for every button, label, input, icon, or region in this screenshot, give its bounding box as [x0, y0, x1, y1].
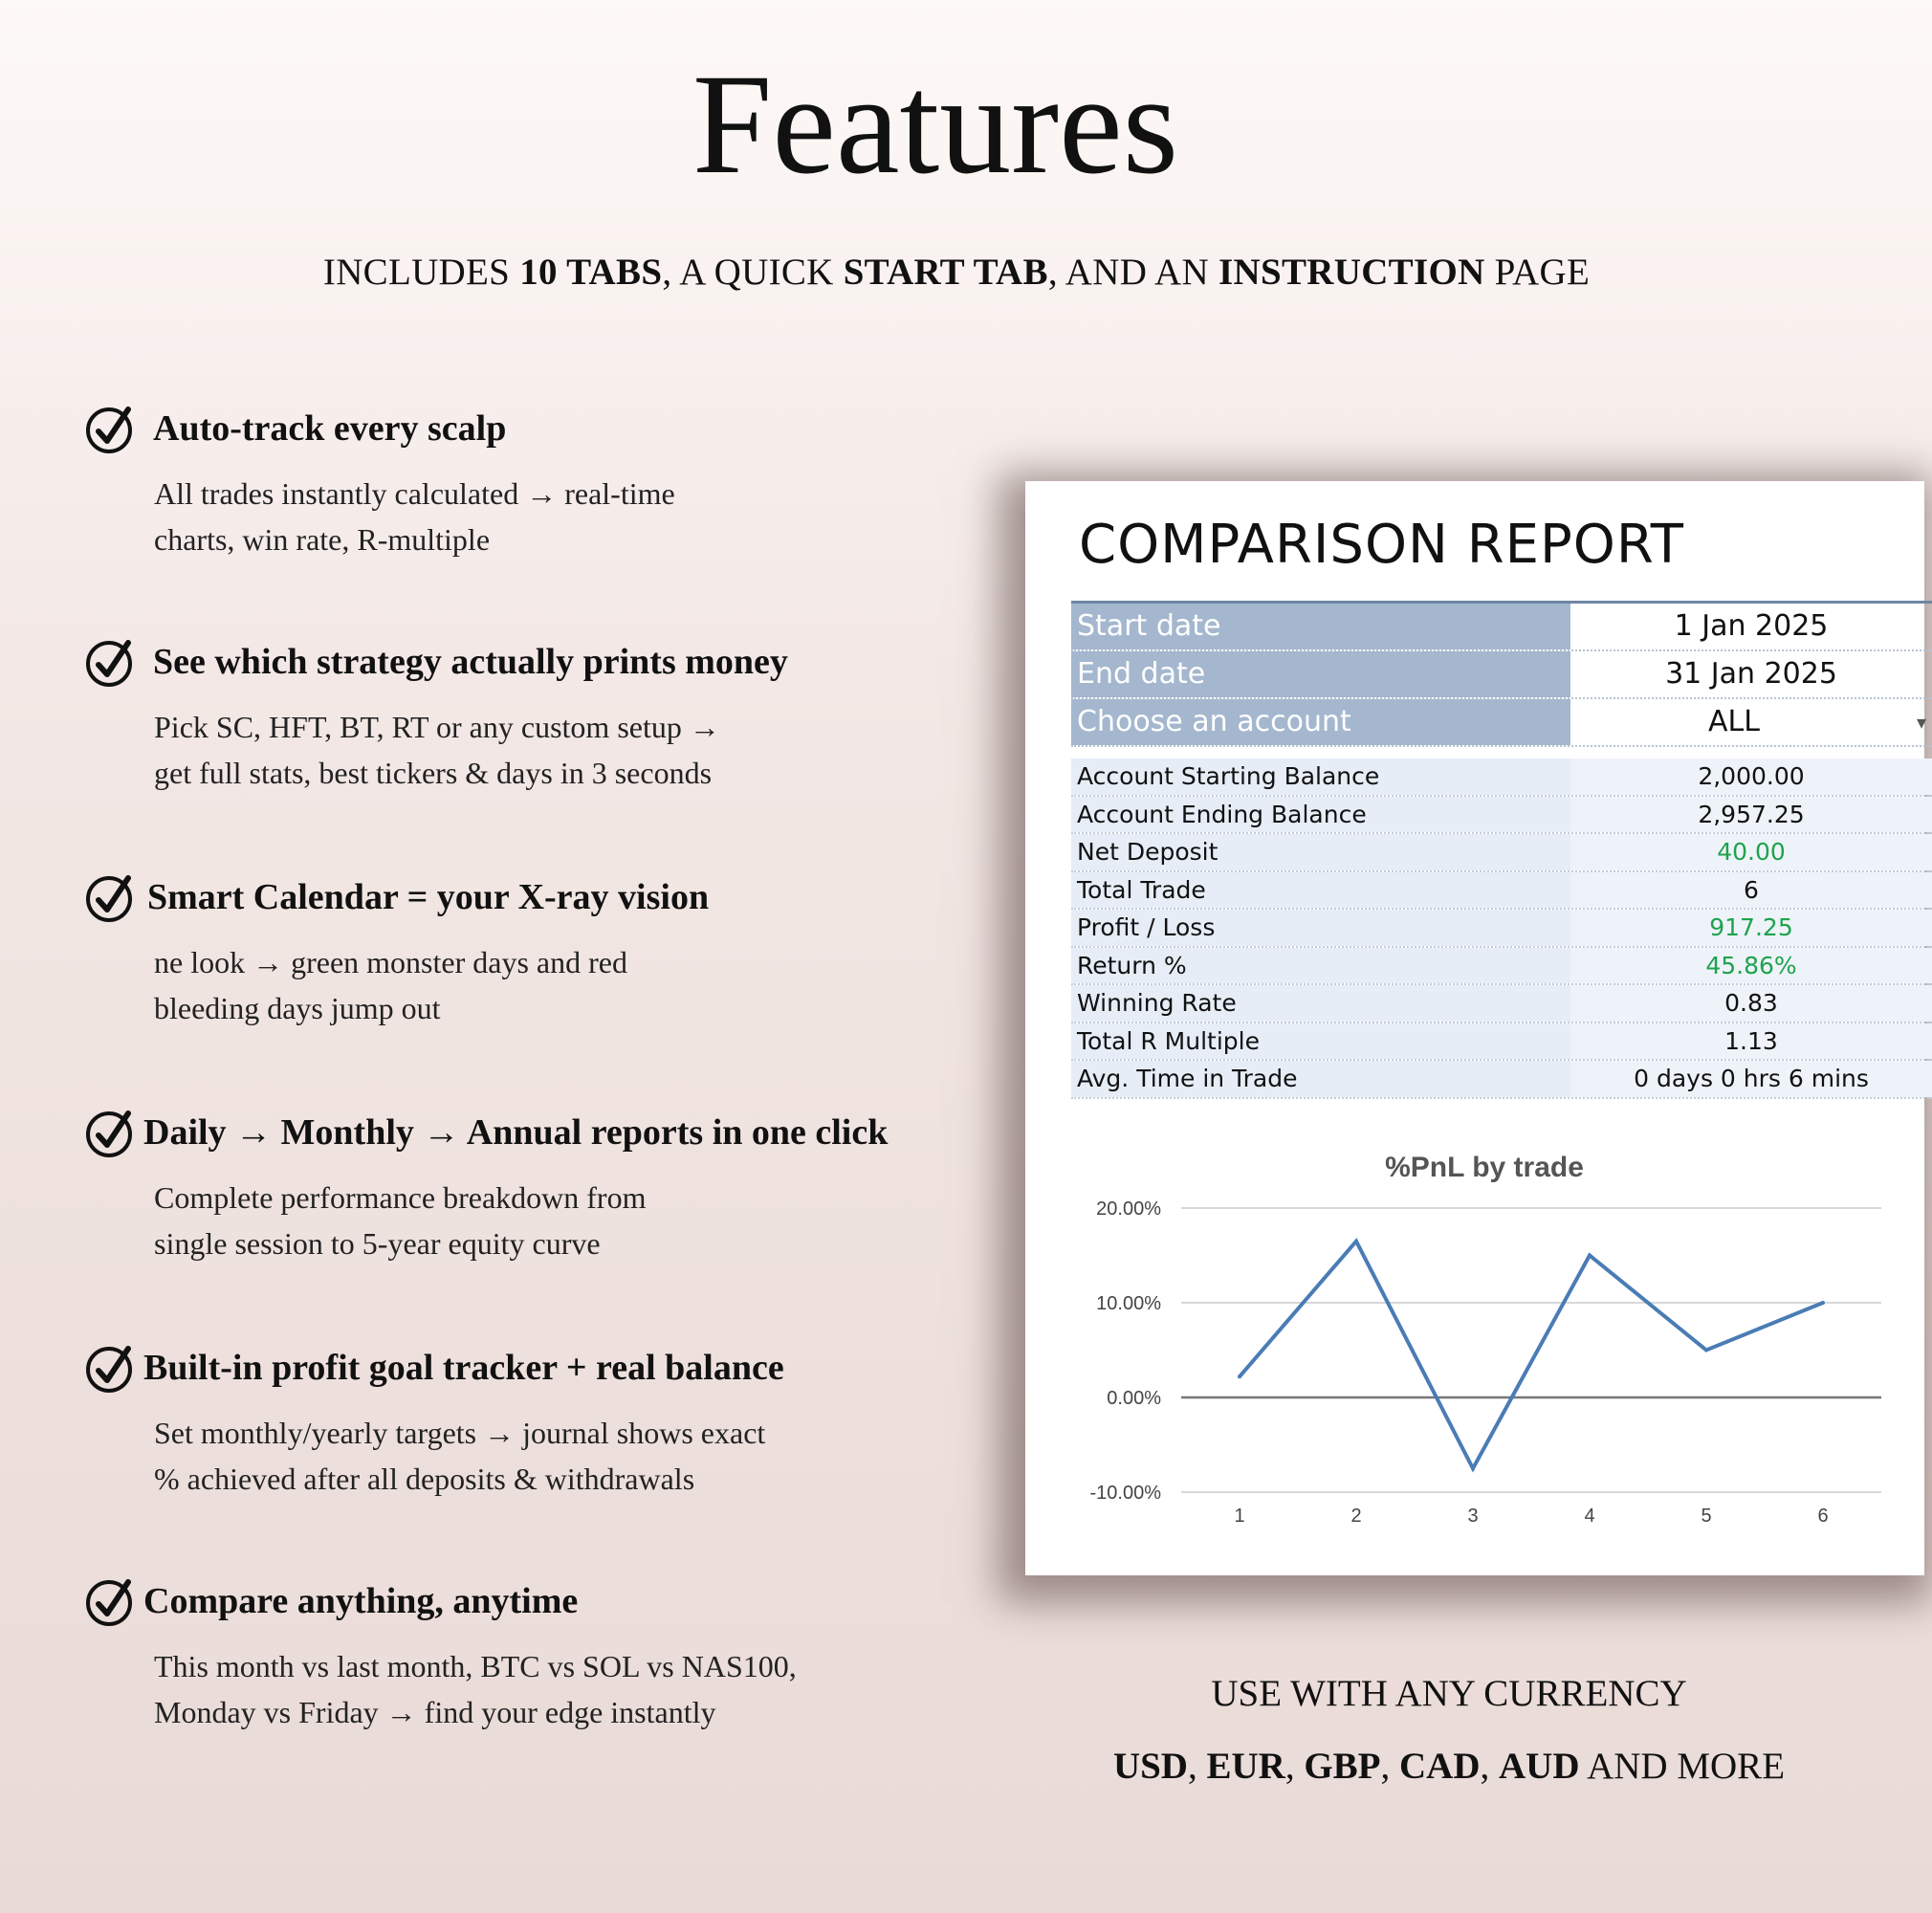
stat-row — [1071, 797, 1932, 835]
stat-value: 917.25 — [1570, 910, 1932, 946]
account-select-value: ALL — [1708, 705, 1760, 738]
feature-heading: Smart Calendar = your X-ray vision — [147, 877, 710, 917]
stat-value: 45.86% — [1570, 948, 1932, 984]
feature-line: Complete performance breakdown from — [154, 1180, 647, 1215]
checkmark-icon — [84, 635, 138, 689]
feature-line: bleeding days jump out — [154, 991, 441, 1025]
subtitle-bold-3: INSTRUCTION — [1218, 252, 1485, 293]
stat-value: 2,000.00 — [1570, 759, 1932, 795]
currency-separator: , — [1380, 1746, 1399, 1787]
stat-label: Total R Multiple — [1071, 1023, 1570, 1060]
stat-row — [1071, 1061, 1932, 1099]
feature-line: Monday vs Friday → find your edge instantly — [154, 1695, 716, 1729]
feature-description — [154, 1643, 881, 1735]
stat-value: 6 — [1570, 872, 1932, 909]
currency-code: EUR — [1206, 1746, 1285, 1787]
account-select[interactable] — [1570, 699, 1932, 745]
subtitle-text-1: INCLUDES — [322, 252, 520, 293]
stat-label: Account Starting Balance — [1071, 759, 1570, 795]
stat-label: Net Deposit — [1071, 834, 1570, 870]
checkmark-icon — [84, 402, 138, 455]
x-tick-label: 3 — [1467, 1506, 1479, 1527]
subtitle-text-2: , A QUICK — [662, 252, 844, 293]
stat-value: 40.00 — [1570, 834, 1932, 870]
feature-line: Pick SC, HFT, BT, RT or any custom setup → — [154, 710, 720, 744]
y-tick-label: 0.00% — [1107, 1388, 1161, 1409]
filter-label: Start date — [1071, 604, 1570, 649]
stat-row — [1071, 948, 1932, 986]
currency-code: USD — [1112, 1746, 1188, 1787]
feature-description — [154, 1410, 881, 1502]
filter-row-start-date — [1071, 604, 1932, 651]
subtitle-bold-2: START TAB — [843, 252, 1048, 293]
feature-line: Set monthly/yearly targets → journal shows exact — [154, 1416, 766, 1450]
feature-line: get full stats, best tickers & days in 3 seconds — [154, 756, 713, 790]
subtitle-bold-1: 10 TABS — [519, 252, 663, 293]
stat-label: Avg. Time in Trade — [1071, 1061, 1570, 1097]
x-tick-label: 6 — [1817, 1506, 1829, 1527]
feature-heading: Daily → Monthly → Annual reports in one click — [143, 1112, 889, 1153]
filter-label: Choose an account — [1071, 699, 1570, 745]
y-tick-label: 20.00% — [1096, 1198, 1161, 1220]
filter-row-account — [1071, 699, 1932, 747]
checkmark-icon — [84, 1341, 138, 1395]
filter-row-end-date — [1071, 651, 1932, 699]
checkmark-icon — [84, 1574, 138, 1628]
pnl-chart — [1025, 1132, 1924, 1552]
feature-description — [154, 1175, 881, 1266]
feature-line: All trades instantly calculated → real-time — [154, 476, 675, 511]
stat-label: Winning Rate — [1071, 985, 1570, 1022]
stat-value: 0 days 0 hrs 6 mins — [1570, 1061, 1932, 1097]
stat-row — [1071, 1023, 1932, 1062]
filter-label: End date — [1071, 651, 1570, 697]
x-tick-label: 1 — [1234, 1506, 1245, 1527]
y-tick-label: 10.00% — [1096, 1293, 1161, 1314]
data-point — [1238, 1374, 1241, 1378]
comparison-report-screenshot — [1025, 481, 1924, 1575]
stat-label: Account Ending Balance — [1071, 797, 1570, 833]
feature-line: charts, win rate, R-multiple — [154, 522, 491, 557]
currency-code: GBP — [1304, 1746, 1381, 1787]
feature-heading: Auto-track every scalp — [153, 408, 507, 449]
currency-tail: AND MORE — [1579, 1746, 1786, 1787]
stat-value: 0.83 — [1570, 985, 1932, 1022]
currency-separator: , — [1480, 1746, 1499, 1787]
x-tick-label: 4 — [1584, 1506, 1595, 1527]
currency-separator: , — [1284, 1746, 1305, 1787]
feature-heading: Built-in profit goal tracker + real balance — [143, 1348, 784, 1388]
data-point — [1354, 1240, 1358, 1243]
stat-row — [1071, 985, 1932, 1023]
chart-title: %PnL by trade — [1385, 1152, 1584, 1183]
feature-description — [154, 939, 881, 1031]
currency-heading: USE WITH ANY CURRENCY — [1211, 1673, 1687, 1714]
feature-description — [154, 471, 881, 562]
stat-row — [1071, 759, 1932, 797]
stat-value: 2,957.25 — [1570, 797, 1932, 833]
feature-heading: Compare anything, anytime — [143, 1581, 579, 1621]
currency-list — [1071, 1745, 1827, 1788]
data-point — [1471, 1466, 1475, 1470]
x-tick-label: 2 — [1350, 1506, 1362, 1527]
feature-line: single session to 5-year equity curve — [154, 1226, 601, 1261]
y-tick-label: -10.00% — [1089, 1483, 1161, 1504]
checkmark-icon — [84, 1106, 138, 1159]
currency-separator: , — [1187, 1746, 1207, 1787]
report-stats-table — [1071, 759, 1932, 1099]
feature-heading: See which strategy actually prints money — [153, 642, 788, 682]
feature-line: % achieved after all deposits & withdrawals — [154, 1462, 695, 1496]
stat-label: Return % — [1071, 948, 1570, 984]
stat-label: Profit / Loss — [1071, 910, 1570, 946]
start-date-field[interactable]: 1 Jan 2025 — [1674, 609, 1829, 643]
feature-line: This month vs last month, BTC vs SOL vs NAS100, — [154, 1649, 797, 1683]
subtitle — [0, 251, 1913, 294]
pnl-chart-svg — [1025, 1132, 1924, 1552]
currency-code: CAD — [1399, 1746, 1481, 1787]
stat-value: 1.13 — [1570, 1023, 1932, 1060]
subtitle-text-3: , AND AN — [1047, 252, 1219, 293]
stat-row — [1071, 834, 1932, 872]
feature-line: ne look → green monster days and red — [154, 945, 627, 979]
data-point — [1704, 1349, 1708, 1352]
data-point — [1821, 1301, 1825, 1305]
chevron-down-icon[interactable]: ▾ — [1916, 711, 1926, 734]
end-date-field[interactable]: 31 Jan 2025 — [1665, 657, 1837, 691]
checkmark-icon — [84, 870, 138, 924]
report-filter-table — [1071, 601, 1932, 747]
x-tick-label: 5 — [1701, 1506, 1712, 1527]
stat-label: Total Trade — [1071, 872, 1570, 909]
series-line — [1240, 1242, 1823, 1469]
currency-code: AUD — [1499, 1746, 1580, 1787]
page-title: Features — [692, 45, 1179, 204]
feature-description — [154, 704, 881, 796]
stat-row — [1071, 910, 1932, 948]
subtitle-text-4: PAGE — [1484, 252, 1591, 293]
data-point — [1588, 1254, 1592, 1258]
report-title: COMPARISON REPORT — [1079, 514, 1684, 576]
stat-row — [1071, 872, 1932, 911]
